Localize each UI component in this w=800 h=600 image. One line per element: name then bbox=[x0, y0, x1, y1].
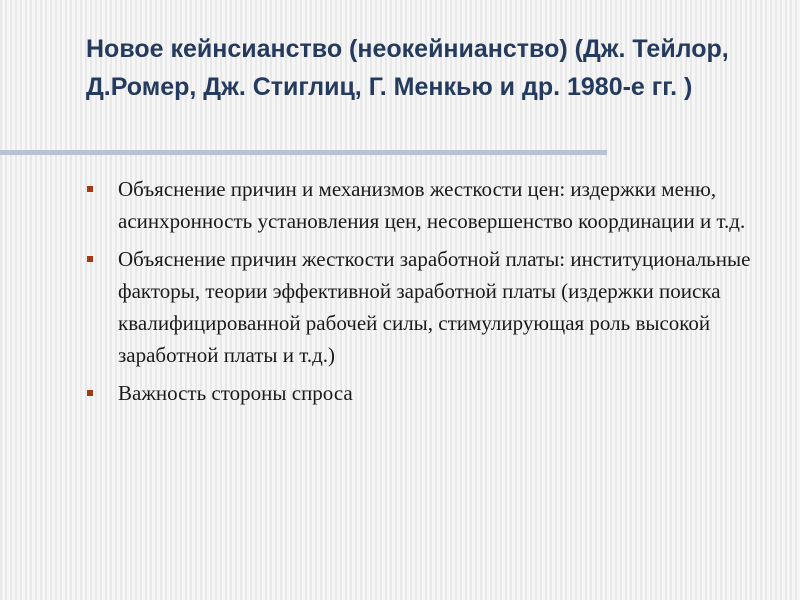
bullet-item bbox=[86, 377, 786, 409]
bullet-text: Важность стороны спроса bbox=[118, 381, 353, 405]
square-bullet-icon bbox=[87, 390, 93, 396]
slide-title: Новое кейнсианство (неокейнианство) (Дж. Тейлор, Д.Ромер, Дж. Стиглиц, Г. Менкью и др. 1980-е гг. ) bbox=[86, 35, 729, 101]
bullet-list bbox=[86, 173, 786, 415]
bullet-item bbox=[86, 243, 786, 371]
square-bullet-icon bbox=[87, 256, 93, 262]
bullet-item bbox=[86, 173, 786, 237]
bullet-text: Объяснение причин жесткости заработной платы: институциональные факторы, теории эффективной заработной платы (издержки поиска квалифицированной рабочей силы, стимулирующая роль высокой заработной платы и т.д.) bbox=[118, 247, 751, 367]
bullet-text: Объяснение причин и механизмов жесткости цен: издержки меню, асинхронность установления цен, несовершенство координации и т.д. bbox=[118, 177, 746, 233]
square-bullet-icon bbox=[87, 186, 93, 192]
title-underline bbox=[0, 150, 607, 155]
